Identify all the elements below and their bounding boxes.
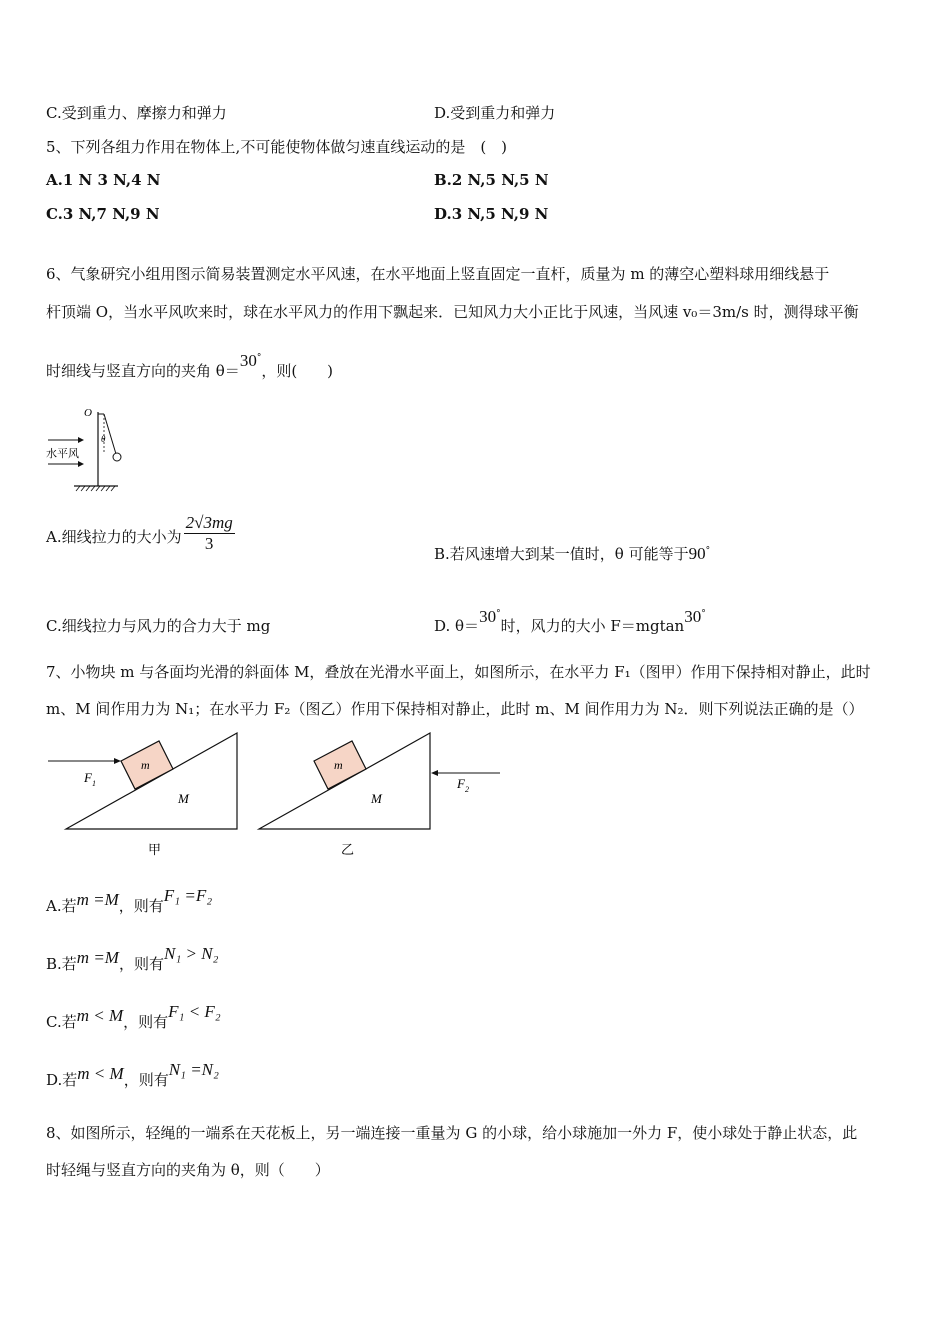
q7-option-b-prefix: B.若: [46, 955, 77, 973]
wind-arrowhead-2: [78, 461, 84, 467]
q5-option-a[interactable]: A.1 N 3 N,4 N: [46, 171, 161, 189]
q7-option-d-mid: ，则有: [123, 1071, 169, 1089]
q7-option-c-result: F₁ < F₂: [168, 1002, 221, 1021]
force-f2-arrowhead: [431, 770, 438, 776]
label-theta: θ: [101, 434, 106, 444]
q7-option-c-condition: m < M: [76, 1006, 124, 1025]
q7-option-d-prefix: D.若: [46, 1071, 78, 1089]
q7-option-c-mid: ，则有: [123, 1013, 169, 1031]
q4-option-d[interactable]: D.受到重力和弹力: [434, 104, 556, 122]
caption-right: 乙: [341, 842, 355, 857]
label-f2-letter: F: [457, 776, 465, 791]
q6-option-a[interactable]: [46, 513, 237, 558]
q6-stem-line3: 时细线与竖直方向的夹角 θ＝30°，则( ): [46, 351, 334, 380]
q8-stem-line2: 时轻绳与竖直方向的夹角为 θ，则（ ）: [46, 1161, 330, 1179]
q7-stem-line2: m、M 间作用力为 N₁；在水平力 F₂（图乙）作用下保持相对静止，此时 m、M 间作用力为 N₂．则下列说法正确的是（）: [46, 700, 864, 718]
q7-option-b-mid: ，则有: [118, 955, 164, 973]
caption-left: 甲: [148, 842, 162, 857]
q7-option-d[interactable]: [46, 1060, 219, 1090]
q6-option-a-prefix: A.细线拉力的大小为: [46, 527, 182, 546]
label-M-right: M: [371, 791, 382, 806]
label-wind: 水平风: [46, 448, 79, 460]
q6-option-d-prefix: D. θ＝: [434, 617, 480, 635]
q8-stem-line1: 8、如图所示，轻绳的一端系在天花板上，另一端连接一重量为 G 的小球，给小球施加一外力 F，使小球处于静止状态，此: [46, 1124, 858, 1142]
q7-option-d-condition: m < M: [77, 1064, 124, 1083]
q7-option-b[interactable]: [46, 944, 219, 974]
q7-option-c-prefix: C.若: [46, 1013, 77, 1031]
ground-hatch: [76, 486, 115, 491]
q6-option-c[interactable]: C.细线拉力与风力的合力大于 mg: [46, 617, 271, 635]
q5-option-d[interactable]: D.3 N,5 N,9 N: [434, 205, 549, 223]
q6-stem-line3-suffix: ，则( ): [261, 362, 334, 380]
q7-option-c[interactable]: [46, 1002, 221, 1032]
force-f1-arrowhead: [114, 758, 121, 764]
q6-figure: [44, 402, 134, 494]
q7-option-a-prefix: A.若: [46, 897, 77, 915]
q6-stem-line1: 6、气象研究小组用图示简易装置测定水平风速，在水平地面上竖直固定一直杆，质量为 m 的薄空心塑料球用细线悬于: [46, 265, 830, 283]
q7-option-d-result: N₁ =N₂: [168, 1060, 219, 1079]
q6-option-a-denominator: 3: [204, 534, 214, 553]
q6-option-d[interactable]: D. θ＝30°时，风力的大小 F＝mgtan30°: [434, 607, 706, 635]
q6-angle: 30: [239, 351, 257, 370]
label-f2-sub: 2: [464, 785, 469, 794]
q6-option-d-angle2: 30: [684, 607, 702, 626]
q5-option-b[interactable]: B.2 N,5 N,5 N: [434, 171, 549, 189]
q6-option-a-numerator: 2√3mg: [185, 513, 233, 532]
label-o: O: [84, 407, 92, 419]
q7-option-a[interactable]: [46, 886, 213, 916]
q6-option-b[interactable]: B.若风速增大到某一值时，θ 可能等于90°: [434, 544, 711, 563]
q6-option-b-prefix: B.若风速增大到某一值时，θ 可能等于: [434, 545, 689, 563]
q6-option-d-angle: 30: [479, 607, 497, 626]
label-m-left: m: [141, 758, 150, 772]
q7-option-a-condition: m =M: [76, 890, 119, 909]
string: [104, 414, 116, 454]
label-f1: [83, 770, 96, 788]
label-f2: [456, 776, 469, 794]
q7-option-a-result: F₁ =F₂: [163, 886, 213, 905]
q7-option-a-mid: ，则有: [118, 897, 164, 915]
q5-option-c[interactable]: C.3 N,7 N,9 N: [46, 205, 160, 223]
q7-option-b-condition: m =M: [76, 948, 119, 967]
q6-option-b-angle: 90: [688, 544, 706, 563]
q7-figure: [44, 728, 514, 864]
q6-stem-line2: 杆顶端 O，当水平风吹来时，球在水平风力的作用下飘起来．已知风力大小正比于风速，当风速 v₀＝3m/s 时，测得球平衡: [46, 303, 859, 321]
wind-arrowhead-1: [78, 437, 84, 443]
q4-option-c[interactable]: C.受到重力、摩擦力和弹力: [46, 104, 227, 122]
label-f1-sub: 1: [91, 779, 96, 788]
q7-option-b-result: N₁ > N₂: [163, 944, 219, 963]
label-m-right: m: [334, 758, 343, 772]
q5-stem: 5、下列各组力作用在物体上,不可能使物体做匀速直线运动的是 ( ): [46, 138, 508, 156]
q6-option-d-mid: 时，风力的大小 F＝mgtan: [500, 617, 685, 635]
label-f1-letter: F: [84, 770, 92, 785]
q6-stem-line3-prefix: 时细线与竖直方向的夹角 θ＝: [46, 362, 240, 380]
q7-stem-line1: 7、小物块 m 与各面均光滑的斜面体 M，叠放在光滑水平面上，如图所示，在水平力 F₁（图甲）作用下保持相对静止，此时: [46, 663, 871, 681]
label-M-left: M: [178, 791, 189, 806]
q6-option-a-fraction: [184, 513, 235, 554]
ball: [113, 453, 121, 461]
